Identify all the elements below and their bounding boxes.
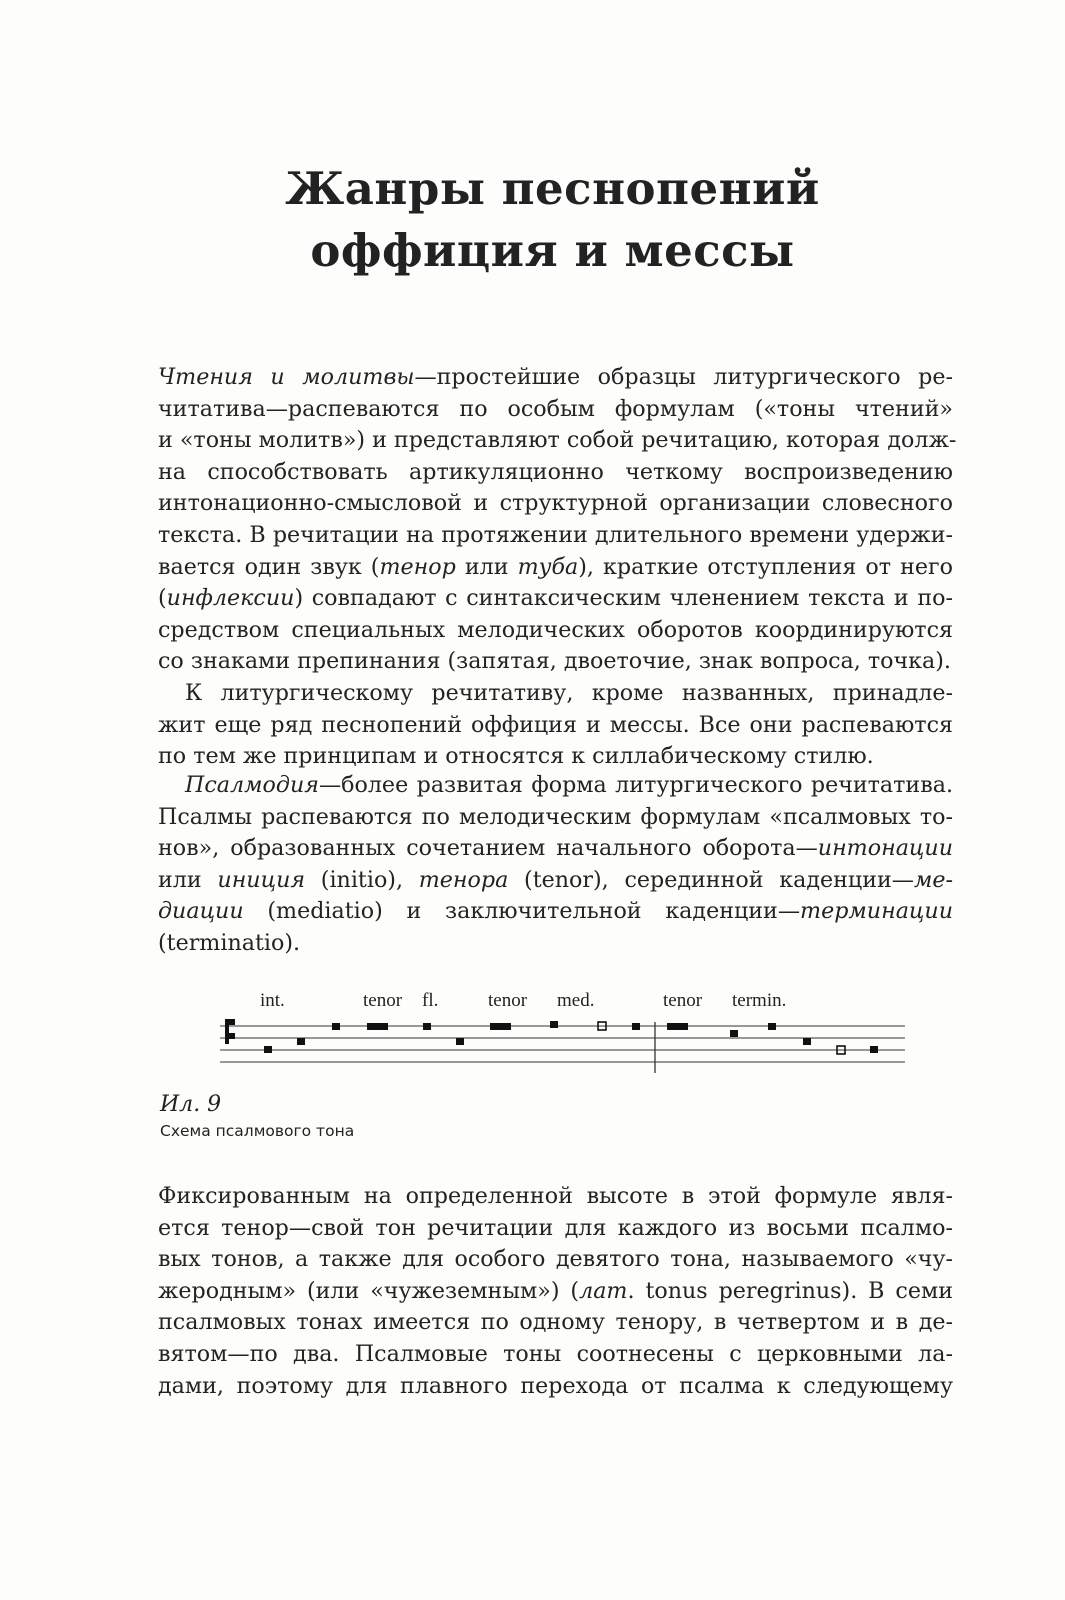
text-line xyxy=(158,1276,953,1308)
text-line: по тем же принципам и относятся к силлабическому стилю. xyxy=(158,743,874,770)
text-line xyxy=(158,583,953,615)
text-line: и «тоны молитв») и представляют собой речитацию, которая долж- xyxy=(158,427,957,454)
text-line: ется тенор—свой тон речитации для каждого из восьми псалмо- xyxy=(158,1214,953,1241)
term-italic: туба xyxy=(517,553,579,580)
term-italic: тенора xyxy=(418,866,509,893)
text-line: читатива—распеваются по особым формулам («тоны чтений» xyxy=(158,395,953,422)
text-line xyxy=(158,896,953,928)
chapter-title-line-1: Жанры песнопений xyxy=(285,162,820,215)
neume-square xyxy=(730,1030,738,1037)
text-span: (initio), xyxy=(305,866,419,893)
label-med: med. xyxy=(557,990,595,1011)
neume-square xyxy=(870,1046,878,1053)
neume-square xyxy=(264,1046,272,1053)
text-line: на способствовать артикуляционно четкому воспроизведению xyxy=(158,458,953,485)
text-span: нов», образованных сочетанием начального оборота— xyxy=(158,835,818,862)
text-span: —более развитая форма литургического речитатива. xyxy=(318,772,953,798)
term-italic: ме- xyxy=(913,866,953,893)
figure-caption xyxy=(160,1090,354,1142)
neume-long xyxy=(367,1023,388,1030)
staff-lines xyxy=(220,1026,905,1062)
term-italic: интонации xyxy=(817,835,953,862)
text-span: —простейшие образцы литургического ре- xyxy=(414,364,953,390)
label-int: int. xyxy=(260,990,285,1011)
text-line: текста. В речитации на протяжении длительного времени удержи- xyxy=(158,521,953,548)
term-italic: Псалмодия xyxy=(185,772,319,798)
text-span: или xyxy=(158,866,218,893)
neume-long xyxy=(490,1023,511,1030)
c-clef-icon xyxy=(225,1019,235,1044)
text-span: ( xyxy=(158,585,167,612)
neume-square xyxy=(803,1038,811,1045)
text-line: дами, поэтому для плавного перехода от псалма к следующему xyxy=(158,1372,953,1399)
term-italic: терминации xyxy=(800,898,953,925)
label-tenor-3: tenor xyxy=(663,990,703,1011)
text-line: со знаками препинания (запятая, двоеточие, знак вопроса, точка). xyxy=(158,648,951,675)
text-span: жеродным» (или «чужеземным») ( xyxy=(158,1277,580,1304)
text-line: К литургическому речитативу, кроме названных, принадле- xyxy=(185,680,953,706)
text-line: псалмовых тонах имеется по одному тенору, в четвертом и в де- xyxy=(158,1309,953,1336)
paragraph-tenor xyxy=(158,1181,953,1402)
neume-square xyxy=(550,1021,558,1028)
neume-square xyxy=(456,1038,464,1045)
term-italic: инфлексии xyxy=(166,585,295,612)
neume-long xyxy=(667,1023,688,1030)
neume-square xyxy=(768,1023,776,1030)
neume-square xyxy=(632,1023,640,1030)
text-span: (mediatio) и заключительной каденции— xyxy=(243,898,801,925)
text-span: ) совпадают с синтаксическим членением текста и по- xyxy=(294,585,953,612)
term-italic: Чтения и молитвы xyxy=(158,364,415,390)
text-line xyxy=(158,833,953,865)
chapter-title xyxy=(150,158,955,282)
term-italic: иниция xyxy=(217,866,306,893)
text-line: вятом—по два. Псалмовые тоны соотнесены с церковными ла- xyxy=(158,1340,953,1367)
chapter-title-line-2: оффиция и мессы xyxy=(310,224,795,277)
text-line: жит еще ряд песнопений оффиция и мессы. Все они распеваются xyxy=(158,711,953,738)
text-span: ), краткие отступления от него xyxy=(578,553,953,580)
neume-square xyxy=(297,1038,305,1045)
psalm-tone-notation-figure xyxy=(215,985,915,1085)
text-line: вых тонов, а также для особого девятого тона, называемого «чу- xyxy=(158,1246,953,1273)
figure-description: Схема псалмового тона xyxy=(160,1122,355,1140)
label-termin: termin. xyxy=(732,990,787,1011)
text-line: Фиксированным на определенной высоте в этой формуле явля- xyxy=(158,1183,953,1209)
text-span: вается один звук ( xyxy=(158,553,380,580)
text-line: средством специальных мелодических оборотов координируются xyxy=(158,616,953,643)
neume-square xyxy=(332,1023,340,1030)
paragraph-liturgical-recitative xyxy=(158,678,953,773)
text-line xyxy=(158,362,953,394)
paragraph-readings-prayers xyxy=(158,362,957,678)
text-line xyxy=(158,865,953,897)
text-line: (terminatio). xyxy=(158,929,301,956)
text-line xyxy=(158,770,953,802)
neume-square xyxy=(423,1023,431,1030)
chant-staff xyxy=(215,985,915,1085)
text-line xyxy=(158,552,953,584)
term-italic: диации xyxy=(158,898,244,925)
term-italic: лат xyxy=(579,1277,628,1304)
label-tenor-1: tenor xyxy=(363,990,403,1011)
text-line: Псалмы распеваются по мелодическим формулам «псалмовых то- xyxy=(158,803,953,830)
figure-number: Ил. 9 xyxy=(160,1092,222,1117)
text-line: интонационно-смысловой и структурной организации словесного xyxy=(158,490,953,517)
label-tenor-2: tenor xyxy=(488,990,528,1011)
label-fl: fl. xyxy=(422,990,439,1011)
text-span: . tonus peregrinus). В семи xyxy=(627,1277,954,1304)
text-span: или xyxy=(455,553,518,580)
paragraph-psalmody xyxy=(158,770,953,960)
text-span: (tenor), серединной каденции— xyxy=(508,866,914,893)
term-italic: тенор xyxy=(379,553,456,580)
